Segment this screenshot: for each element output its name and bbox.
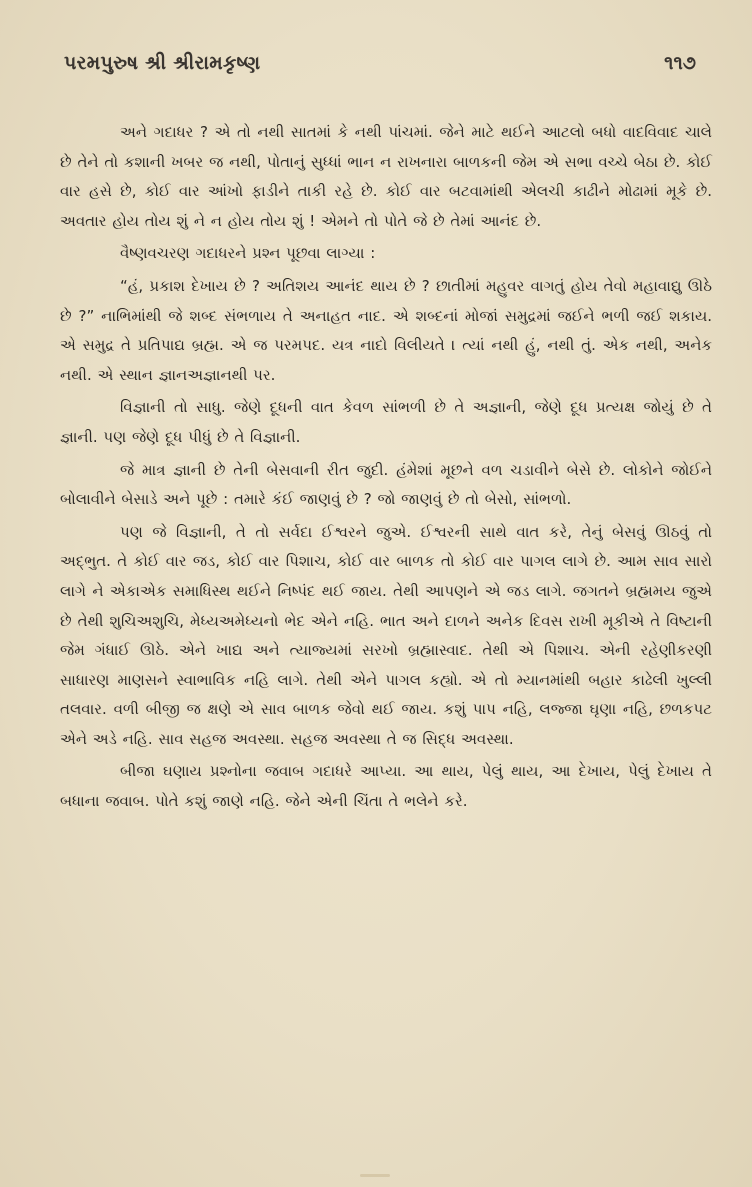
page-number: ૧૧૭ <box>664 52 696 74</box>
page-header <box>64 52 696 88</box>
paragraph-1: અને ગદાધર ? એ તો નથી સાતમાં કે નથી પાંચમાં. જેને માટે થઈને આટલો બધો વાદવિવાદ ચાલે છે તેને તો કશાની ખબર જ નથી, પોતાનું સુધ્ધાં ભાન ન રાખનારા બાળકની જેમ એ સભા વચ્ચે બેઠા છે. કોઈ વાર હસે છે, કોઈ વાર આંખો ફાડીને તાકી રહે છે. કોઈ વાર બટવામાંથી એલચી કાઢીને મોઢામાં મૂકે છે. અવતાર હોય તોય શું ને ન હોય તોય શું ! એમને તો પોતે જે છે તેમાં આનંદ છે. <box>60 123 712 230</box>
running-title: પરમપુરુષ શ્રી શ્રીરામકૃષ્ણ <box>64 52 261 74</box>
paragraph-4: વિજ્ઞાની તો સાધુ. જેણે દૂધની વાત કેવળ સાંભળી છે તે અજ્ઞાની, જેણે દૂધ પ્રત્યક્ષ જોયું છે તે જ્ઞાની. પણ જેણે દૂધ પીધું છે તે વિજ્ઞાની. <box>60 398 712 446</box>
paragraph-6: પણ જે વિજ્ઞાની, તે તો સર્વદા ઈશ્વરને જુએ. ઈશ્વરની સાથે વાત કરે, તેનું બેસવું ઊઠવું તો અદ્ભુત. તે કોઈ વાર જડ, કોઈ વાર પિશાચ, કોઈ વાર બાળક તો કોઈ વાર પાગલ લાગે છે. આમ સાવ સારો લાગે ને એકાએક સમાધિસ્થ થઈને નિષ્પંદ થઈ જાય. તેથી આપણને એ જડ લાગે. જગતને બ્રહ્મમય જુએ છે તેથી શુચિઅશુચિ, મેધ્યઅમેધ્યનો ભેદ એને નહિ. ભાત અને દાળને અનેક દિવસ રાખી મૂકીએ તે વિષ્ટાની જેમ ગંધાઈ ઊઠે. એને ખાદ્ય અને ત્યાજ્યમાં સરખો બ્રહ્માસ્વાદ. તેથી એ પિશાચ. એની રહેણીકરણી સાધારણ માણસને સ્વાભાવિક નહિ લાગે. તેથી એને પાગલ કહ્યો. એ તો મ્યાનમાંથી બહાર કાઢેલી ખુલ્લી તલવાર. વળી બીજી જ ક્ષણે એ સાવ બાળક જેવો થઈ જાય. કશું પાપ નહિ, લજ્જા ઘૃણા નહિ, છળકપટ એને અડે નહિ. સાવ સહજ અવસ્થા. સહજ અવસ્થા તે જ સિદ્ધ અવસ્થા. <box>60 522 712 748</box>
paragraph-5: જે માત્ર જ્ઞાની છે તેની બેસવાની રીત જુદી. હંમેશાં મૂછને વળ ચડાવીને બેસે છે. લોકોને જોઈને બોલાવીને બેસાડે અને પૂછે : તમારે કંઈ જાણવું છે ? જો જાણવું છે તો બેસો, સાંભળો. <box>60 460 712 509</box>
paper-mark <box>360 1174 390 1177</box>
body-text <box>60 118 712 820</box>
paragraph-7: બીજા ઘણાય પ્રશ્નોના જવાબ ગદાધરે આપ્યા. આ થાય, પેલું થાય, આ દેખાય, પેલું દેખાય તે બધાના જવાબ. પોતે કશું જાણે નહિ. જેને એની ચિંતા તે ભલેને કરે. <box>60 762 712 811</box>
paragraph-3: “હં, પ્રકાશ દેખાય છે ? અતિશય આનંદ થાય છે ? છાતીમાં મહુવર વાગતું હોય તેવો મહાવાદ્યુ ઊઠે છે ?” નાભિમાંથી જે શબ્દ સંભળાય તે અનાહત નાદ. એ શબ્દનાં મોજાં સમુદ્રમાં જઈને ભળી જઈ શકાય. એ સમુદ્ર તે પ્રતિપાદ્ય બ્રહ્મ. એ જ પરમપદ. યત્ર નાદો વિલીયતે । ત્યાં નથી હું, નથી તું. એક નથી, અનેક નથી. એ સ્થાન જ્ઞાનઅજ્ઞાનથી પર. <box>60 276 712 384</box>
paragraph-2: વૈષ્ણવચરણ ગદાધરને પ્રશ્ન પૂછવા લાગ્યા : <box>120 244 376 263</box>
